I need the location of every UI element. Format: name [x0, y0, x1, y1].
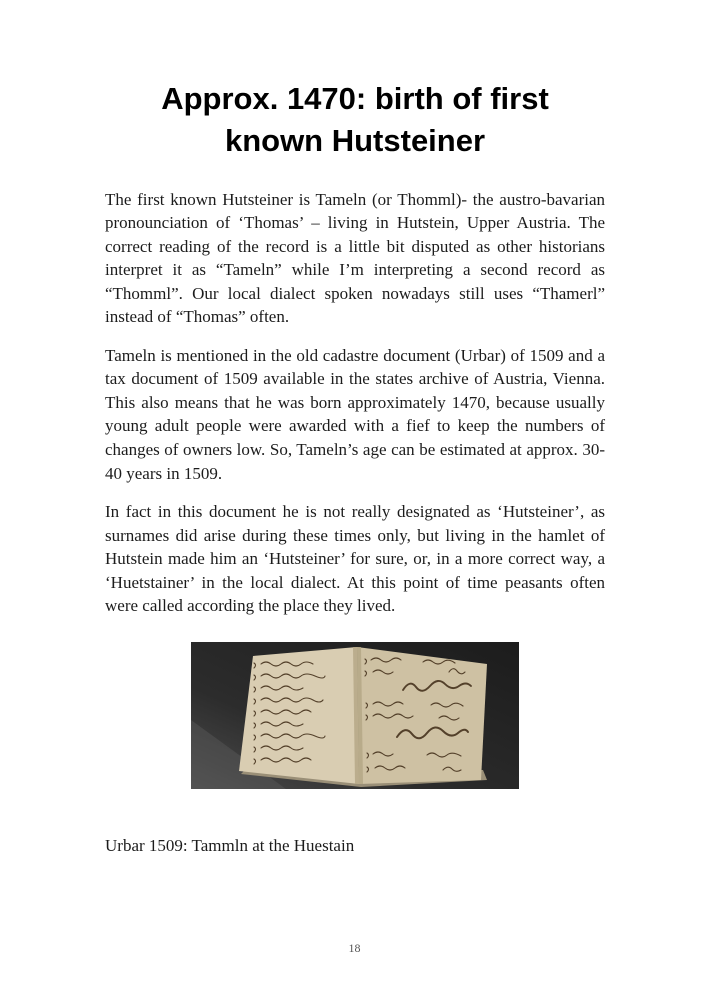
manuscript-photo: [191, 642, 519, 789]
left-page: [239, 647, 359, 784]
page-number: 18: [348, 941, 361, 955]
paragraph-3: In fact in this document he is not really designated as ‘Hutsteiner’, as surnames did arise during these times only, but living in the hamlet of Hutstein made him an ‘Hutsteiner’ for sure, or, in a more correct way, a ‘Huetstainer’ in the local dialect. At this point of time peasants often were called according the place they lived.: [105, 502, 605, 616]
paragraph-2: Tameln is mentioned in the old cadastre document (Urbar) of 1509 and a tax document of 1509 available in the states archive of Austria, Vienna. This also means that he was born approximately 1470, because usually young adult people were awarded with a fief to keep the numbers of changes of owners low. So, Tameln’s age can be estimated at approx. 30-40 years in 1509.: [105, 345, 605, 483]
paragraph-1: The first known Hutsteiner is Tameln (or Thomml)- the austro-bavarian pronounciation of ‘Thomas’ – living in Hutstein, Upper Austria. The correct reading of the record is a little bit disputed as other historians interpret it as “Tameln” while I’m interpreting a second record as “Thomml”. Our local dialect spoken nowadays still uses “Thamerl” instead of “Thomas” often.: [105, 189, 605, 327]
right-page: [357, 647, 487, 784]
manuscript-figure: [105, 642, 605, 789]
image-caption: Urbar 1509: Tammln at the Huestain: [105, 835, 355, 855]
page-title: Approx. 1470: birth of first known Hutsteiner: [161, 81, 549, 158]
